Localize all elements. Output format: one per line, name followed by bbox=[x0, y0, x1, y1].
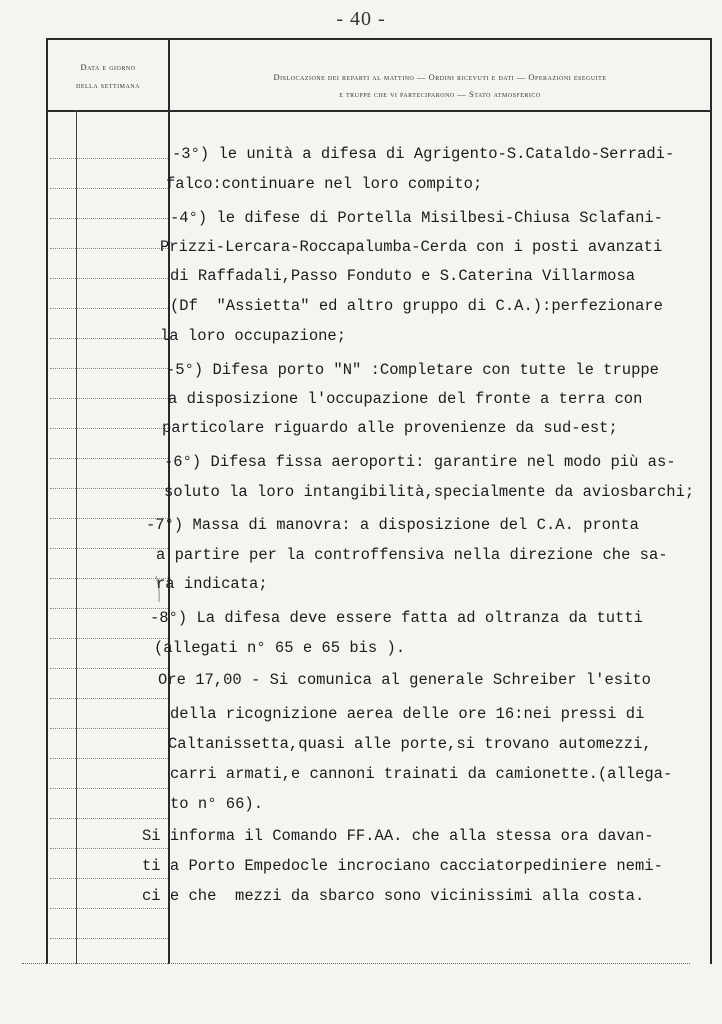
text-line: Prizzi-Lercara-Roccapalumba-Cerda con i posti avanzati bbox=[160, 238, 663, 256]
page-number: - 40 - bbox=[336, 8, 386, 30]
text-line: Caltanissetta,quasi alle porte,si trovano automezzi, bbox=[168, 735, 652, 753]
ledger-header bbox=[48, 40, 710, 112]
text-line: (Df "Assietta" ed altro gruppo di C.A.):perfezionare bbox=[170, 297, 663, 315]
date-column-header bbox=[48, 40, 170, 110]
text-line: Si informa il Comando FF.AA. che alla stessa ora davan- bbox=[142, 827, 654, 845]
date-column-rule bbox=[50, 638, 168, 639]
date-column-rule bbox=[50, 878, 168, 879]
text-line: -4°) le difese di Portella Misilbesi-Chiusa Sclafani- bbox=[170, 209, 663, 227]
date-column-rule bbox=[50, 218, 168, 219]
text-line: di Raffadali,Passo Fonduto e S.Caterina Villarmosa bbox=[170, 267, 636, 285]
text-line: a partire per la controffensiva nella direzione che sa- bbox=[156, 546, 668, 564]
date-column-rule bbox=[50, 668, 168, 669]
text-line: della ricognizione aerea delle ore 16:nei pressi di bbox=[170, 705, 645, 723]
date-column-rule bbox=[50, 908, 168, 909]
date-column-rule bbox=[50, 428, 168, 429]
text-line: soluto la loro intangibilità,specialmente da aviosbarchi; bbox=[164, 483, 695, 501]
text-line: -5°) Difesa porto "N" :Completare con tutte le truppe bbox=[166, 361, 659, 379]
date-column-rule bbox=[50, 548, 168, 549]
date-column-rule bbox=[50, 488, 168, 489]
date-column-rule bbox=[50, 248, 168, 249]
date-column-rule bbox=[50, 938, 168, 939]
date-column-rule bbox=[50, 158, 168, 159]
date-header-line1: Data e giorno bbox=[80, 62, 136, 72]
text-line: falco:continuare nel loro compito; bbox=[166, 175, 483, 193]
text-line: ci e che mezzi da sbarco sono vicinissimi alla costa. bbox=[142, 887, 645, 905]
entries-column-header bbox=[170, 40, 710, 110]
date-column-rule bbox=[50, 398, 168, 399]
text-line: particolare riguardo alle provenienze da sud-est; bbox=[162, 419, 618, 437]
date-column-rule bbox=[50, 818, 168, 819]
date-column-rule bbox=[50, 728, 168, 729]
date-column-rule bbox=[50, 338, 168, 339]
text-line: carri armati,e cannoni trainati da camionette.(allega- bbox=[170, 765, 673, 783]
date-column-rule bbox=[50, 278, 168, 279]
date-column-rule bbox=[50, 698, 168, 699]
bottom-rule bbox=[22, 963, 690, 965]
text-line: -7°) Massa di manovra: a disposizione del C.A. pronta bbox=[146, 516, 639, 534]
date-column-rule bbox=[50, 188, 168, 189]
date-column-rule bbox=[50, 308, 168, 309]
text-line: (allegati n° 65 e 65 bis ). bbox=[154, 639, 406, 657]
text-line: -8°) La difesa deve essere fatta ad oltranza da tutti bbox=[150, 609, 643, 627]
text-line: a disposizione l'occupazione del fronte a terra con bbox=[168, 390, 643, 408]
entries-header-line1: Dislocazione dei reparti al mattino — Ordini ricevuti e dati — Operazioni eseguite bbox=[273, 72, 607, 82]
text-line: ti a Porto Empedocle incrociano cacciatorpediniere nemi- bbox=[142, 857, 663, 875]
date-column-rule bbox=[50, 788, 168, 789]
text-line: rà indicata; bbox=[156, 575, 268, 593]
entries-header-line2: e truppe che vi parteciparono — Stato atmosferico bbox=[339, 89, 541, 99]
date-column-rule bbox=[50, 458, 168, 459]
date-subcolumn-divider bbox=[76, 110, 77, 964]
text-line: -6°) Difesa fissa aeroporti: garantire nel modo più as- bbox=[164, 453, 676, 471]
text-line: -3°) le unità a difesa di Agrigento-S.Cataldo-Serradi- bbox=[172, 145, 675, 163]
ledger-form bbox=[46, 38, 712, 964]
date-column-rule bbox=[50, 848, 168, 849]
text-line: Ore 17,00 - Si comunica al generale Schreiber l'esito bbox=[158, 671, 651, 689]
text-line: la loro occupazione; bbox=[160, 327, 347, 345]
date-header-line2: della settimana bbox=[76, 80, 140, 90]
date-column-rule bbox=[50, 368, 168, 369]
text-line: to n° 66). bbox=[170, 795, 264, 813]
date-column-rule bbox=[50, 758, 168, 759]
